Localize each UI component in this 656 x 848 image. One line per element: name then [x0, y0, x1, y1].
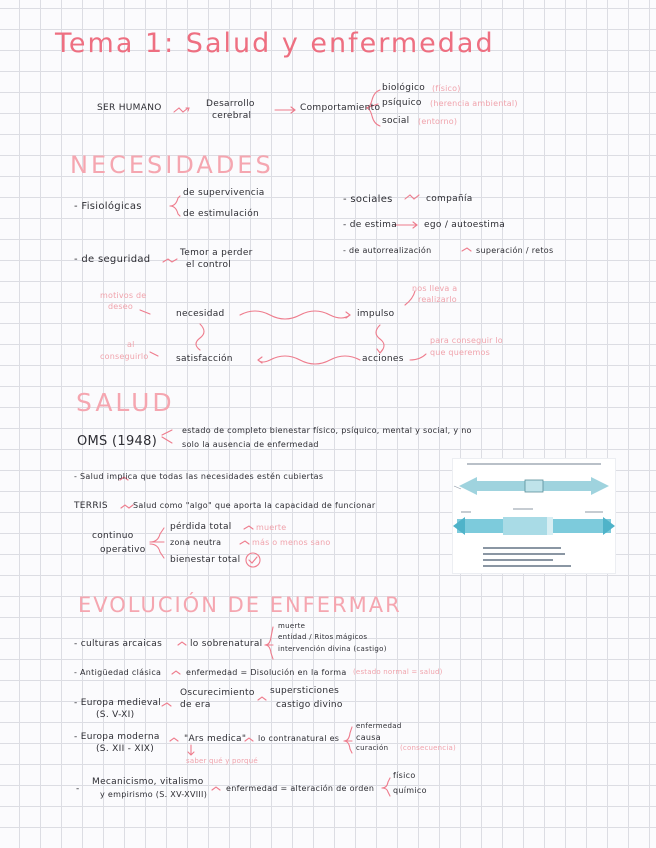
estima-label: - de estima — [343, 220, 398, 230]
cycle-conseguir-1: para conseguir lo — [430, 336, 503, 345]
europa-moderna-label-2: (S. XII - XIX) — [96, 744, 155, 754]
terris-label: TERRIS — [74, 501, 108, 511]
fisio-estimulacion: de estimulación — [183, 209, 260, 219]
seguridad-note-2: el control — [186, 260, 232, 270]
edad-media-mid-2: de era — [180, 700, 211, 710]
cycle-nos-lleva-1: nos lleva a — [412, 284, 458, 293]
europa-moderna-causa: causa — [356, 733, 381, 742]
desarrollo-cerebral-line2: cerebral — [212, 111, 252, 121]
branch-social: social — [382, 116, 410, 126]
ser-humano-label: SER HUMANO — [97, 103, 162, 113]
cycle-motivos-1: motivos de — [100, 291, 147, 300]
culturas-result: lo sobrenatural — [190, 639, 263, 649]
mecanicismo-dash: - — [76, 784, 80, 794]
europa-moderna-mid: "Ars medica" — [184, 734, 247, 744]
continuo-perdida-note: muerte — [256, 523, 287, 532]
oms-line-2: solo la ausencia de enfermedad — [182, 440, 319, 449]
europa-moderna-curacion: curación — [356, 744, 389, 752]
evolucion-heading: EVOLUCIÓN DE ENFERMAR — [78, 593, 402, 617]
autorrealizacion-note: superación / retos — [476, 246, 554, 255]
autorrealizacion-label: - de autorrealización — [343, 246, 432, 255]
desarrollo-cerebral-line1: Desarrollo — [206, 99, 255, 109]
europa-moderna-label-1: - Europa moderna — [74, 732, 160, 742]
salud-implica: - Salud implica que todas las necesidades estén cubiertas — [74, 472, 324, 481]
mecanicismo-result: enfermedad = alteración de orden — [226, 784, 375, 793]
europa-moderna-right: lo contranatural es — [258, 734, 340, 743]
continuum-figure-graphic — [453, 459, 615, 573]
branch-biologico-note: (físico) — [432, 84, 461, 93]
sociales-label: - sociales — [343, 194, 393, 205]
seguridad-note-1: Temor a perder — [180, 248, 253, 258]
continuo-zona-neutra-note: más o menos sano — [252, 538, 331, 547]
fisiologicas-label: - Fisiológicas — [74, 201, 142, 212]
cycle-motivos-2: deseo — [108, 302, 133, 311]
europa-moderna-note: (consecuencia) — [400, 744, 456, 752]
terris-text: Salud como "algo" que aporta la capacidad de funcionar — [133, 501, 376, 510]
edad-media-mid-1: Oscurecimiento — [180, 688, 255, 698]
antiguedad-note: (estado normal = salud) — [353, 668, 443, 676]
edad-media-label-1: - Europa medieval — [74, 698, 162, 708]
mecanicismo-label-2: y empirismo (S. XV-XVIII) — [100, 790, 208, 799]
europa-moderna-enfermedad: enfermedad — [356, 722, 402, 730]
culturas-castigo: intervención divina (castigo) — [278, 645, 387, 653]
continuo-line-1: continuo — [92, 531, 134, 541]
edad-media-right-2: castigo divino — [276, 700, 343, 710]
continuo-line-2: operativo — [100, 545, 146, 555]
antiguedad-result: enfermedad = Disolución en la forma — [186, 668, 347, 677]
oms-line-1: estado de completo bienestar físico, psíquico, mental y social, y no — [182, 426, 472, 435]
fisio-supervivencia: de supervivencia — [183, 188, 265, 198]
cycle-nos-lleva-2: realizarlo — [418, 295, 457, 304]
europa-moderna-sub: saber qué y porqué — [186, 757, 258, 765]
sociales-note: compañía — [426, 194, 473, 204]
cycle-necesidad: necesidad — [176, 309, 225, 319]
necesidades-heading: NECESIDADES — [70, 151, 274, 179]
continuo-zona-neutra: zona neutra — [170, 538, 222, 547]
continuo-bienestar: bienestar total — [170, 555, 241, 565]
cycle-satisfaccion: satisfacción — [176, 354, 233, 364]
branch-psiquico-note: (herencia ambiental) — [430, 99, 518, 108]
mecanicismo-quimico: químico — [393, 786, 427, 795]
oms-label: OMS (1948) — [77, 434, 158, 449]
continuum-figure — [452, 458, 616, 574]
antiguedad-label: - Antigüedad clásica — [74, 668, 162, 677]
mecanicismo-label-1: Mecanicismo, vitalismo — [92, 777, 204, 787]
seguridad-label: - de seguridad — [74, 254, 151, 265]
salud-heading: SALUD — [76, 388, 175, 417]
culturas-muerte: muerte — [278, 622, 306, 630]
branch-biologico: biológico — [382, 83, 426, 93]
cycle-acciones: acciones — [362, 354, 404, 364]
page-title: Tema 1: Salud y enfermedad — [55, 28, 495, 59]
branch-social-note: (entorno) — [418, 117, 458, 126]
cycle-conseguir-2: que queremos — [430, 348, 490, 357]
culturas-ritos: entidad / Ritos mágicos — [278, 633, 368, 641]
branch-psiquico: psíquico — [382, 98, 422, 108]
cycle-al-conseguirlo-2: conseguirlo — [100, 352, 149, 361]
continuo-perdida: pérdida total — [170, 522, 232, 532]
culturas-label: - culturas arcaicas — [74, 639, 163, 649]
cycle-impulso: impulso — [357, 309, 395, 319]
estima-note: ego / autoestima — [424, 220, 506, 230]
comportamiento-label: Comportamiento — [300, 103, 381, 113]
mecanicismo-fisico: físico — [393, 771, 416, 780]
edad-media-label-2: (S. V-XI) — [96, 710, 135, 720]
cycle-al-conseguirlo-1: al — [127, 340, 135, 349]
edad-media-right-1: supersticiones — [270, 686, 340, 696]
